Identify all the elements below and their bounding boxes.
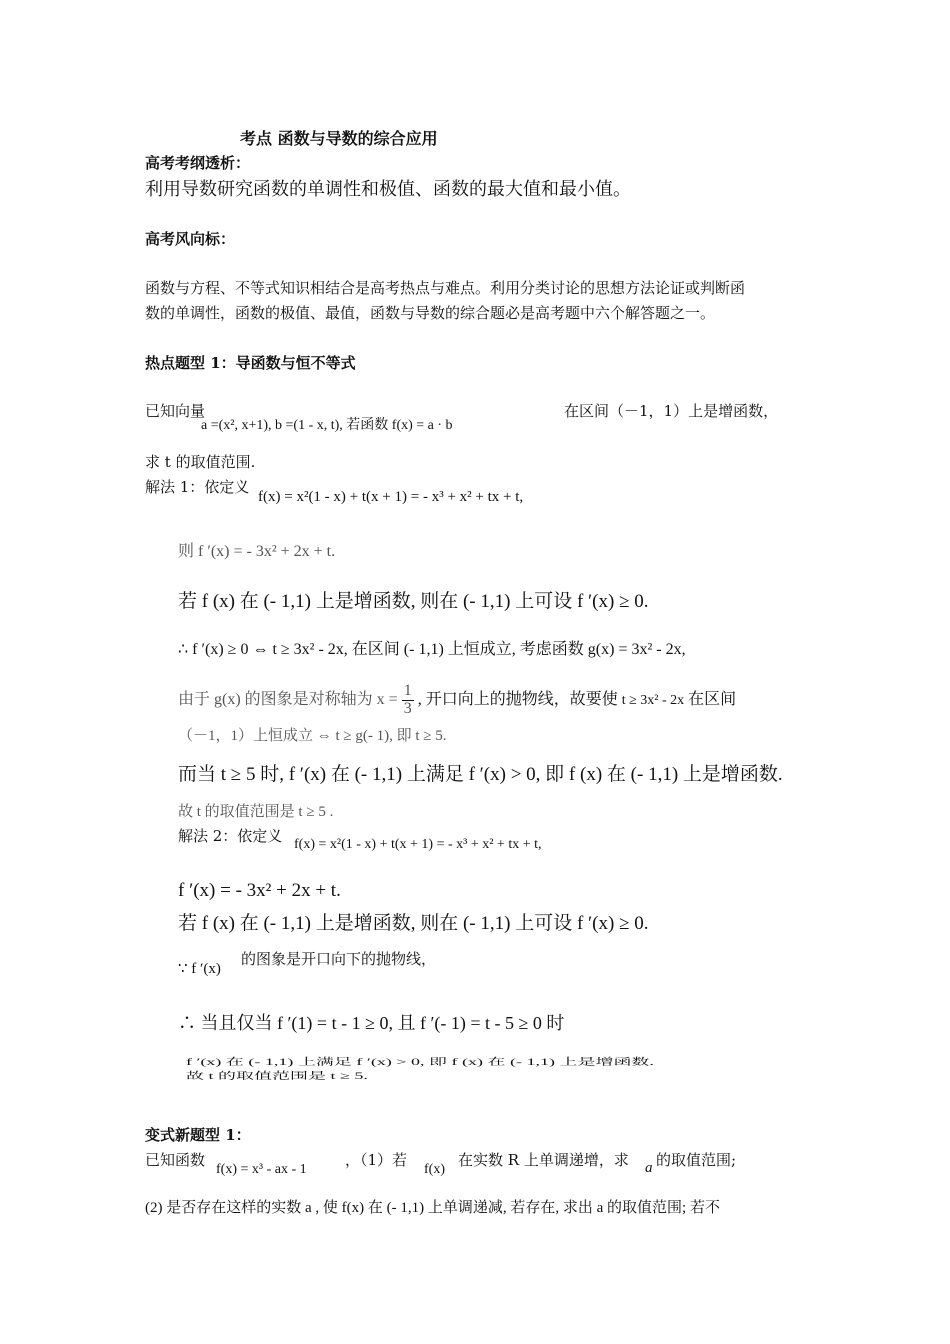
- page-title: 考点 函数与导数的综合应用: [240, 129, 438, 148]
- variant-q1-monotone: 在实数 R 上单调递增，求: [458, 1151, 629, 1169]
- method1-equivalence: ∴ f ′(x) ≥ 0 ⇔ t ≥ 3x² - 2x, 在区间 (- 1,1) 上恒成立, 考虑函数 g(x) = 3x² - 2x,: [178, 641, 686, 658]
- variant-heading: 变式新题型 1：: [145, 1126, 251, 1144]
- method2-iff: ∴ 当且仅当 f ′(1) = t - 1 ≥ 0, 且 f ′(- 1) = t - 5 ≥ 0 时: [178, 1013, 565, 1033]
- method2-because: ∵ f ′(x): [178, 961, 221, 977]
- fraction-numerator: 1: [403, 682, 412, 699]
- method2-verification: f ′(x) 在 (- 1,1) 上满足 f ′(x) > 0, 即 f (x) 在 (- 1,1) 上是增函数.: [186, 1056, 654, 1068]
- method2-parabola-text: 的图象是开口向下的抛物线，: [241, 950, 437, 968]
- fraction-one-third: [402, 683, 414, 718]
- method1-derivative: 则 f ′(x) = - 3x² + 2x + t.: [178, 543, 336, 560]
- method2-derivative: f ′(x) = - 3x² + 2x + t.: [178, 880, 341, 901]
- method2-label: 解法 2：依定义: [178, 827, 283, 845]
- method1-definition: f(x) = x²(1 - x) + t(x + 1) = - x³ + x² + tx + t,: [258, 489, 524, 505]
- variant-q1-fx: f(x): [424, 1162, 445, 1177]
- method1-inequality: t ≥ 3x² - 2x: [621, 692, 685, 708]
- method1-axis-line: [178, 683, 736, 718]
- section-body-trend-line2: 数的单调性，函数的极值、最值，函数与导数的综合题必是高考题中六个解答题之一。: [145, 304, 716, 322]
- method2-answer-squashed: [186, 1068, 368, 1094]
- method1-axis-text: 由于 g(x) 的图象是对称轴为 x =: [178, 690, 398, 708]
- section-heading-outline: 高考考纲透析：: [145, 154, 251, 172]
- method1-answer: 故 t 的取值范围是 t ≥ 5 .: [178, 804, 334, 820]
- problem-question: 求 t 的取值范围.: [145, 453, 256, 471]
- fraction-denominator: 3: [403, 699, 412, 717]
- method2-answer: 故 t 的取值范围是 t ≥ 5.: [186, 1070, 368, 1082]
- variant-q1-a: a: [645, 1160, 653, 1176]
- problem-interval: 在区间（－1，1）上是增函数，: [564, 402, 779, 420]
- variant-q1-lead: 已知函数: [145, 1151, 206, 1169]
- section-heading-trend: 高考风向标：: [145, 230, 236, 248]
- problem-intro: 已知向量: [145, 402, 206, 420]
- method1-interval-word: 在区间: [688, 690, 737, 708]
- section-body-trend-line1: 函数与方程、不等式知识相结合是高考热点与难点。利用分类讨论的思想方法论证或判断函: [145, 279, 746, 297]
- variant-q1-function: f(x) = x³ - ax - 1: [216, 1162, 307, 1177]
- problem-vectors: a =(x², x+1), b =(1 - x, t), 若函数 f(x) = a · b: [201, 418, 453, 433]
- variant-q1-if: ，（1）若: [345, 1151, 408, 1169]
- variant-q2: (2) 是否存在这样的实数 a , 使 f(x) 在 (- 1,1) 上单调递减, 若存在, 求出 a 的取值范围; 若不: [145, 1200, 720, 1216]
- method1-condition: 若 f (x) 在 (- 1,1) 上是增函数, 则在 (- 1,1) 上可设 f ′(x) ≥ 0.: [178, 591, 649, 612]
- variant-q1-range: 的取值范围;: [656, 1151, 737, 1169]
- method2-definition: f(x) = x²(1 - x) + t(x + 1) = - x³ + x² + tx + t,: [294, 837, 542, 852]
- hot-topic-heading: 热点题型 1：导函数与恒不等式: [145, 354, 356, 372]
- method1-parabola-text: , 开口向上的抛物线，故要使: [417, 690, 618, 708]
- section-body-outline: 利用导数研究函数的单调性和极值、函数的最大值和最小值。: [145, 179, 631, 200]
- method1-verification: 而当 t ≥ 5 时, f ′(x) 在 (- 1,1) 上满足 f ′(x) > 0, 即 f (x) 在 (- 1,1) 上是增函数.: [178, 764, 783, 785]
- method1-range-result: （－1，1）上恒成立 ⇔ t ≥ g(- 1), 即 t ≥ 5.: [178, 728, 447, 744]
- method1-label: 解法 1：依定义: [145, 478, 250, 496]
- method2-condition: 若 f (x) 在 (- 1,1) 上是增函数, 则在 (- 1,1) 上可设 f ′(x) ≥ 0.: [178, 913, 649, 934]
